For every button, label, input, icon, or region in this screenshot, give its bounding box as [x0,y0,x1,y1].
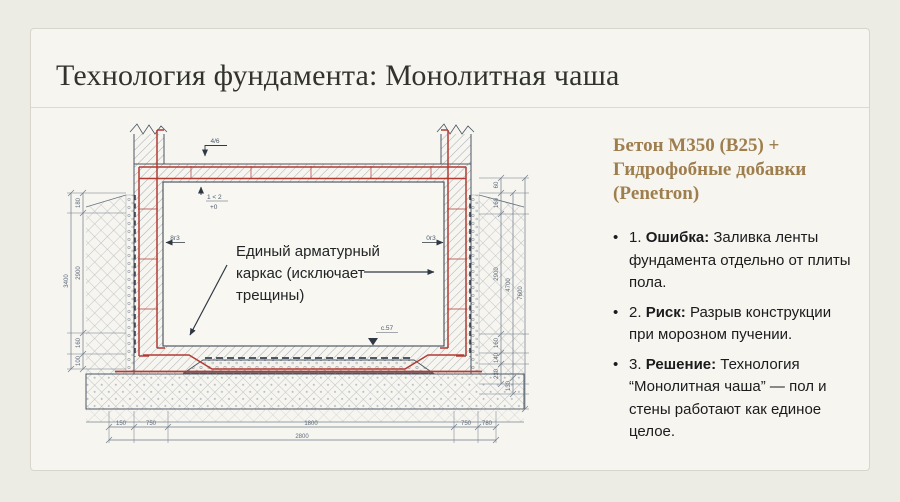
svg-text:750: 750 [460,421,472,427]
svg-text:160: 160 [76,337,82,349]
svg-text:750: 750 [145,421,157,427]
panel-heading [613,134,863,206]
level-label-a: 1 < 2 [207,194,222,201]
svg-text:2800: 2800 [295,434,309,440]
svg-text:4700: 4700 [506,278,512,292]
svg-text:Единый арматурный: Единый арматурный [236,243,380,260]
floor-mark-label: с.57 [380,325,394,332]
svg-text:130: 130 [506,380,512,392]
rebar-left-label: 8г3 [170,235,180,242]
svg-text:180: 180 [76,197,82,209]
heading-line-3: (Penetron) [613,183,700,204]
svg-text:2900: 2900 [76,266,82,280]
svg-text:230: 230 [494,368,500,380]
svg-text:60: 60 [494,181,500,189]
slide-card [30,28,870,471]
page-title: Технология фундамента: Монолитная чаша [56,59,620,92]
svg-text:780: 780 [481,421,493,427]
svg-text:3400: 3400 [64,274,70,288]
drainage-strip-left [126,195,134,374]
svg-text:160: 160 [494,197,500,209]
list-item: • 2. Риск: Разрыв конструкции при морозном пучении. [613,302,863,347]
svg-text:1800: 1800 [304,421,318,427]
svg-text:140: 140 [494,352,500,364]
level-label-b: +0 [210,204,218,211]
bullet-icon: • [613,355,619,373]
slide-header [31,29,869,108]
svg-text:7600: 7600 [518,286,524,300]
foundation-section-svg [31,109,591,472]
svg-text:каркас (исключает: каркас (исключает [236,265,365,282]
bullet-icon: • [613,303,619,321]
svg-text:100: 100 [76,355,82,367]
interior-space [163,182,444,346]
heading-line-1: Бетон М350 (В25) + [613,135,780,156]
bullet-icon: • [613,229,619,246]
foundation-drawing [31,109,591,472]
svg-text:150: 150 [115,421,127,427]
footing-slab [86,374,524,422]
svg-text:160: 160 [494,337,500,349]
list-item: • 3. Решение: Технология “Монолитная чаша” — пол и стены работают как единое целое. [613,354,863,444]
list-item: • 1. Ошибка: Заливка ленты фундамента отдельно от плиты пола. [613,227,863,295]
rebar-right-label: 0г3 [426,235,436,242]
info-panel [613,109,863,451]
drainage-strip-right [471,195,479,374]
svg-text:2900: 2900 [494,267,500,281]
heading-line-2: Гидрофобные добавки [613,159,807,180]
bullet-list [613,227,863,444]
svg-text:трещины): трещины) [236,287,305,304]
top-mark-label: 4/6 [210,138,220,145]
